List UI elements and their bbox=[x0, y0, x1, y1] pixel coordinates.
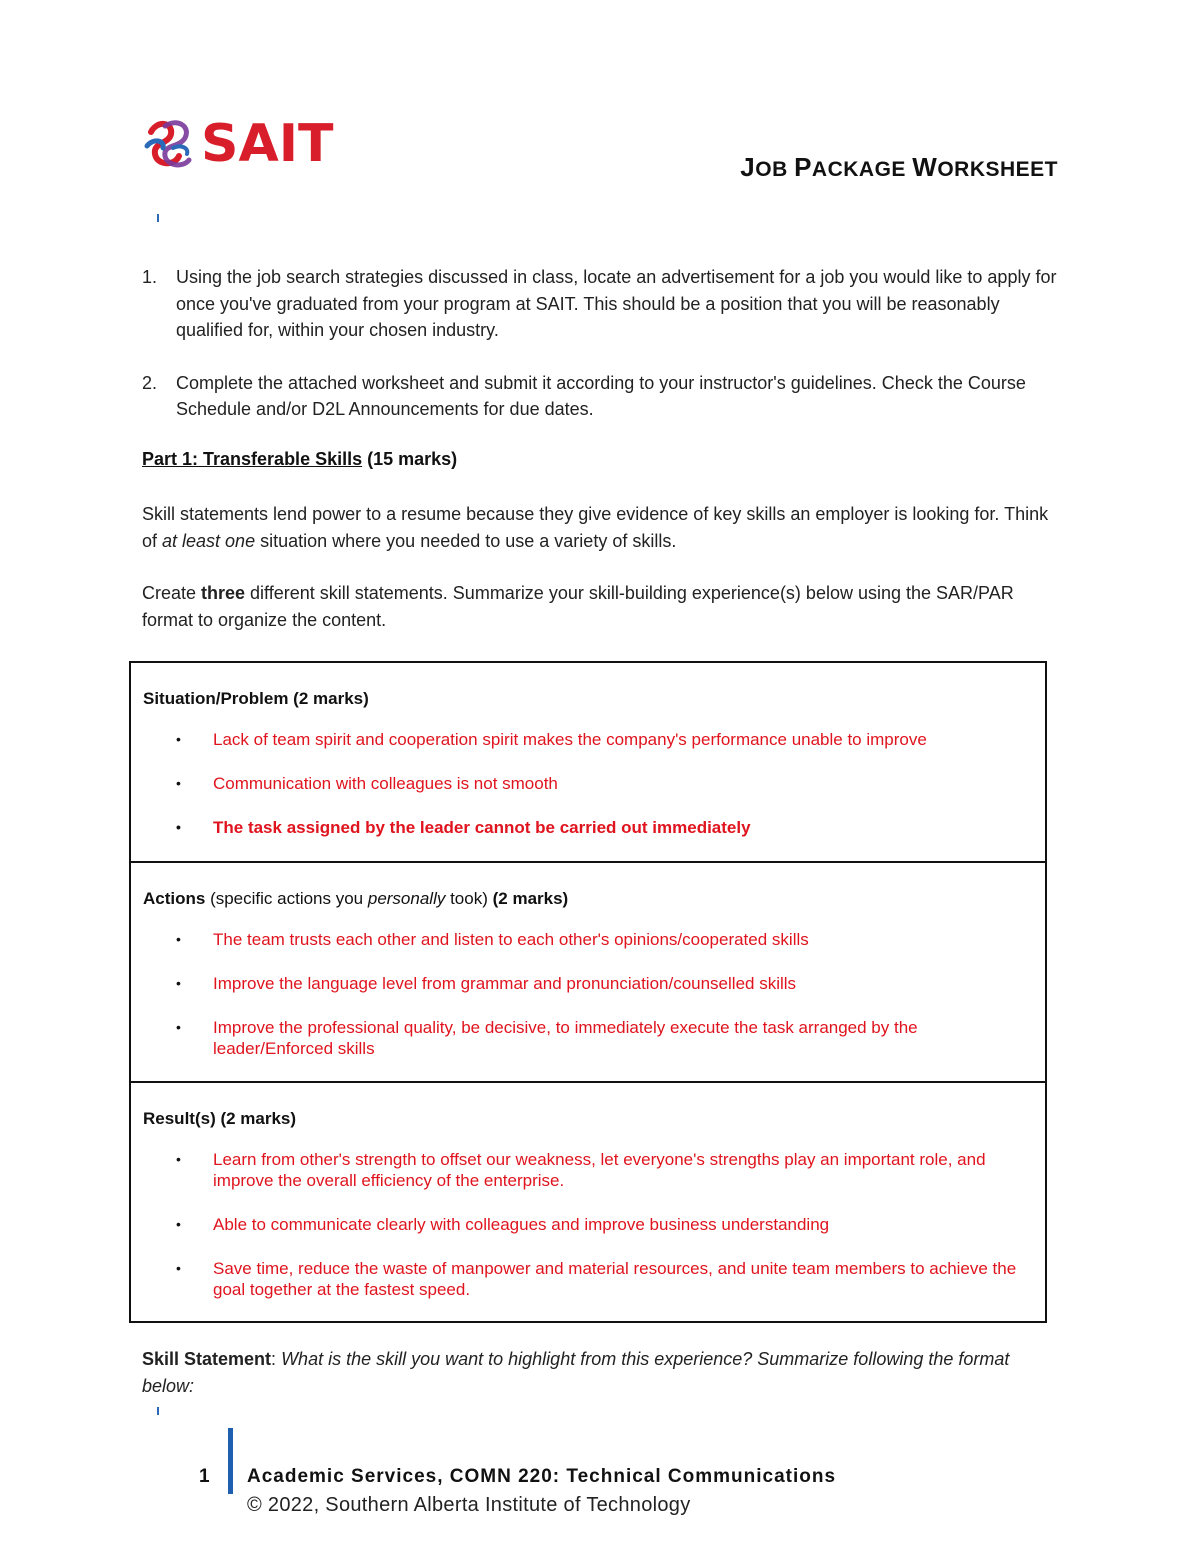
actions-cell: Actions (specific actions you personally took) (2 marks) • The team trusts each other and listen to each other's opinions/cooperated skills • Improve the language level from grammar and pronunciation/counselled skills • Improve the professional quality, be decisive, to immediately execute the task arranged by the leader/Enforced skills bbox=[131, 863, 1045, 1083]
list-item: • Lack of team spirit and cooperation spirit makes the company's performance unable to improve bbox=[143, 729, 1033, 750]
results-list bbox=[143, 1149, 1033, 1300]
list-item: • Save time, reduce the waste of manpower and material resources, and unite team members to achieve the goal together at the fastest speed. bbox=[143, 1258, 1033, 1300]
list-item: • The task assigned by the leader cannot be carried out immediately bbox=[143, 817, 1033, 838]
results-label: Result(s) (2 marks) bbox=[143, 1109, 297, 1128]
results-cell bbox=[131, 1083, 1045, 1321]
footer-copyright: © 2022, Southern Alberta Institute of Technology bbox=[247, 1494, 691, 1516]
footer-course: Academic Services, COMN 220: Technical Communications bbox=[247, 1466, 837, 1487]
list-item: • Communication with colleagues is not smooth bbox=[143, 773, 1033, 794]
list-item: • The team trusts each other and listen to each other's opinions/cooperated skills bbox=[143, 929, 1033, 950]
list-item: • Improve the language level from grammar and pronunciation/counselled skills bbox=[143, 973, 1033, 994]
section-marker bbox=[157, 214, 159, 222]
skill-statement: Skill Statement: What is the skill you want to highlight from this experience? Summarize following the format below: bbox=[142, 1349, 1010, 1396]
instruction-list bbox=[142, 264, 1062, 449]
logo-wordmark: SAIT bbox=[201, 114, 334, 174]
list-item: • Able to communicate clearly with colleagues and improve business understanding bbox=[143, 1214, 1033, 1235]
section-marker bbox=[157, 1407, 159, 1415]
sar-table bbox=[129, 661, 1047, 1323]
situation-list bbox=[143, 729, 1033, 838]
actions-label: Actions bbox=[143, 889, 206, 908]
page-number: 1 bbox=[199, 1466, 210, 1487]
footer-divider bbox=[228, 1428, 233, 1494]
situation-label: Situation/Problem (2 marks) bbox=[143, 689, 369, 708]
sait-logo-mark-icon bbox=[143, 118, 195, 170]
page-title: JOB PACKAGE WORKSHEET bbox=[740, 152, 1058, 182]
part1-intro: Skill statements lend power to a resume because they give evidence of key skills an employer is looking for. Think of at least one situation where you needed to use a variety of skills. bbox=[142, 504, 1049, 551]
part1-instructions: Create three different skill statements. Summarize your skill-building experience(s) below using the SAR/PAR format to organize the content. bbox=[142, 583, 1014, 630]
list-item: 1. Using the job search strategies discussed in class, locate an advertisement for a job you would like to apply for once you've graduated from your program at SAIT. This should be a position that you will be reasonably qualified for, within your chosen industry. bbox=[142, 267, 1057, 340]
situation-cell bbox=[131, 663, 1045, 863]
list-item: • Learn from other's strength to offset our weakness, let everyone's strengths play an important role, and improve the overall efficiency of the enterprise. bbox=[143, 1149, 1033, 1191]
list-item: • Improve the professional quality, be decisive, to immediately execute the task arranged by the leader/Enforced skills bbox=[143, 1017, 1033, 1059]
sait-logo bbox=[143, 114, 334, 174]
part1-heading: Part 1: Transferable Skills (15 marks) bbox=[142, 449, 458, 469]
list-item: 2. Complete the attached worksheet and submit it according to your instructor's guidelines. Check the Course Schedule and/or D2L Announcements for due dates. bbox=[142, 372, 1026, 419]
actions-list bbox=[143, 929, 1033, 1059]
